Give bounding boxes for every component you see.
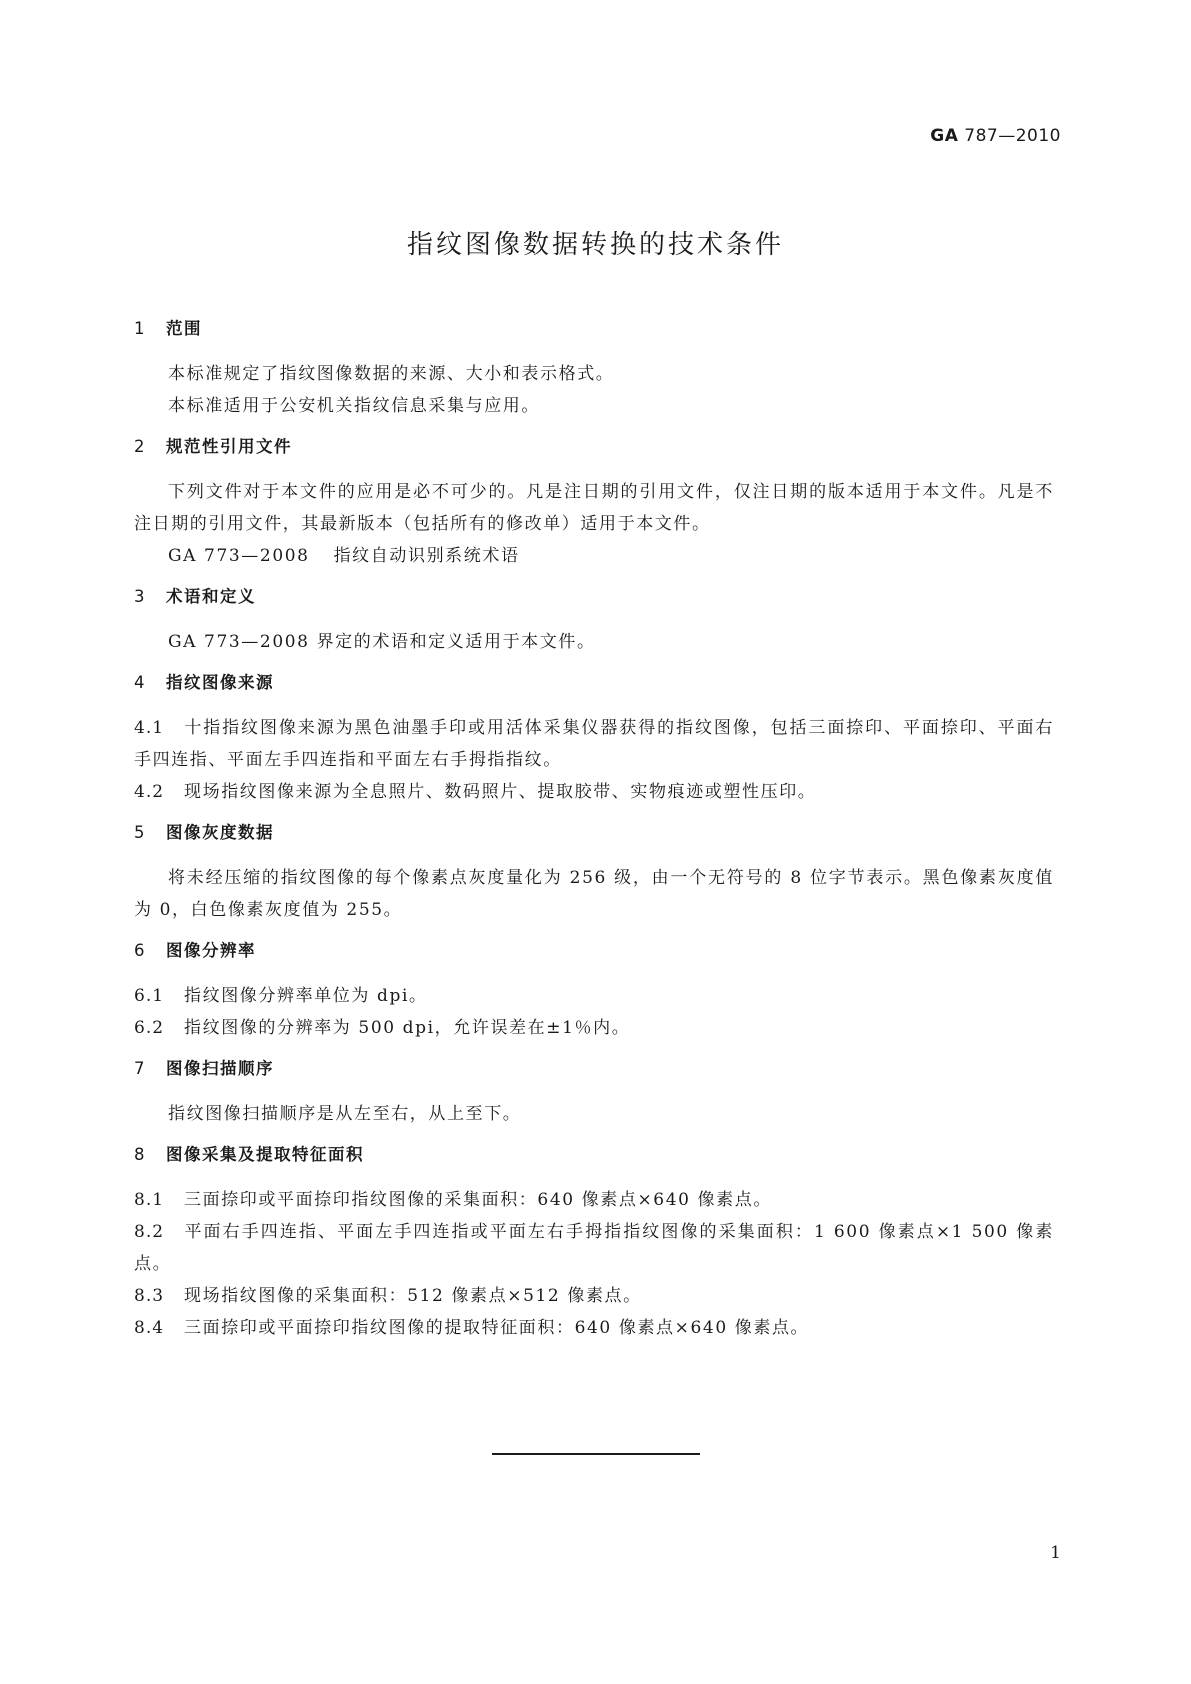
- section-title: 指纹图像来源: [166, 673, 274, 692]
- section-heading: [134, 672, 1054, 694]
- end-rule: [492, 1453, 700, 1455]
- clause-number: 8.3: [134, 1286, 165, 1306]
- paragraph: 指纹图像扫描顺序是从左至右，从上至下。: [168, 1104, 522, 1124]
- clause: [134, 980, 1054, 1012]
- section-number: 3: [134, 587, 146, 606]
- section-grayscale: [134, 822, 1054, 926]
- reference-code: GA 773—2008: [168, 546, 310, 566]
- section-image-source: [134, 672, 1054, 808]
- section-title: 图像扫描顺序: [166, 1059, 274, 1078]
- section-title: 图像采集及提取特征面积: [166, 1145, 364, 1164]
- section-number: 8: [134, 1145, 146, 1164]
- clause-text: 平面右手四连指、平面左手四连指或平面左右手拇指指纹图像的采集面积：1 600 像素点×1 500 像素点。: [134, 1222, 1054, 1274]
- clause-text: 三面捺印或平面捺印指纹图像的提取特征面积：640 像素点×640 像素点。: [184, 1318, 810, 1338]
- page-number: 1: [1050, 1543, 1061, 1563]
- section-terms: [134, 586, 1054, 658]
- section-number: 2: [134, 437, 146, 456]
- section-normative-references: [134, 436, 1054, 572]
- clause: [134, 1216, 1054, 1280]
- clause: [134, 1184, 1054, 1216]
- section-heading: [134, 436, 1054, 458]
- clause-text: 指纹图像分辨率单位为 dpi。: [184, 986, 428, 1006]
- clause-number: 8.4: [134, 1318, 165, 1338]
- reference-entry: [134, 540, 1054, 572]
- section-scope: [134, 318, 1054, 422]
- clause: [134, 712, 1054, 776]
- paragraph: 本标准规定了指纹图像数据的来源、大小和表示格式。: [168, 364, 615, 384]
- section-heading: [134, 940, 1054, 962]
- section-number: 7: [134, 1059, 146, 1078]
- section-heading: [134, 1144, 1054, 1166]
- standard-code-number: 787—2010: [964, 126, 1061, 146]
- section-title: 范围: [166, 319, 202, 338]
- document-title: 指纹图像数据转换的技术条件: [406, 230, 784, 260]
- clause: [134, 1280, 1054, 1312]
- section-title: 规范性引用文件: [166, 437, 292, 456]
- clause: [134, 1312, 1054, 1344]
- reference-title: 指纹自动识别系统术语: [333, 546, 520, 566]
- clause-text: 三面捺印或平面捺印指纹图像的采集面积：640 像素点×640 像素点。: [184, 1190, 772, 1210]
- clause: [134, 1012, 1054, 1044]
- paragraph: 将未经压缩的指纹图像的每个像素点灰度量化为 256 级，由一个无符号的 8 位字节表示。黑色像素灰度值为 0，白色像素灰度值为 255。: [134, 868, 1054, 920]
- section-number: 4: [134, 673, 146, 692]
- standard-code-prefix: GA: [930, 126, 959, 146]
- section-capture-area: [134, 1144, 1054, 1344]
- section-number: 6: [134, 941, 146, 960]
- section-title: 图像灰度数据: [166, 823, 274, 842]
- clause-number: 8.1: [134, 1190, 165, 1210]
- section-number: 1: [134, 319, 146, 338]
- paragraph: GA 773—2008 界定的术语和定义适用于本文件。: [168, 632, 596, 652]
- clause-text: 十指指纹图像来源为黑色油墨手印或用活体采集仪器获得的指纹图像，包括三面捺印、平面捺印、平面右手四连指、平面左手四连指和平面左右手拇指指纹。: [134, 718, 1054, 770]
- clause: [134, 776, 1054, 808]
- clause-text: 指纹图像的分辨率为 500 dpi，允许误差在±1％内。: [184, 1018, 631, 1038]
- clause-number: 6.1: [134, 986, 165, 1006]
- section-heading: [134, 318, 1054, 340]
- standard-code: [930, 126, 1061, 146]
- section-heading: [134, 1058, 1054, 1080]
- section-resolution: [134, 940, 1054, 1044]
- clause-number: 4.2: [134, 782, 165, 802]
- section-title: 术语和定义: [166, 587, 256, 606]
- clause-number: 8.2: [134, 1222, 165, 1242]
- clause-text: 现场指纹图像来源为全息照片、数码照片、提取胶带、实物痕迹或塑性压印。: [184, 782, 817, 802]
- section-heading: [134, 822, 1054, 844]
- section-title: 图像分辨率: [166, 941, 256, 960]
- clause-text: 现场指纹图像的采集面积：512 像素点×512 像素点。: [184, 1286, 642, 1306]
- clause-number: 6.2: [134, 1018, 165, 1038]
- clause-number: 4.1: [134, 718, 165, 738]
- document-body: [134, 318, 1054, 1358]
- paragraph: 本标准适用于公安机关指纹信息采集与应用。: [168, 396, 540, 416]
- section-number: 5: [134, 823, 146, 842]
- section-heading: [134, 586, 1054, 608]
- paragraph: 下列文件对于本文件的应用是必不可少的。凡是注日期的引用文件，仅注日期的版本适用于本文件。凡是不注日期的引用文件，其最新版本（包括所有的修改单）适用于本文件。: [134, 482, 1054, 534]
- section-scan-order: [134, 1058, 1054, 1130]
